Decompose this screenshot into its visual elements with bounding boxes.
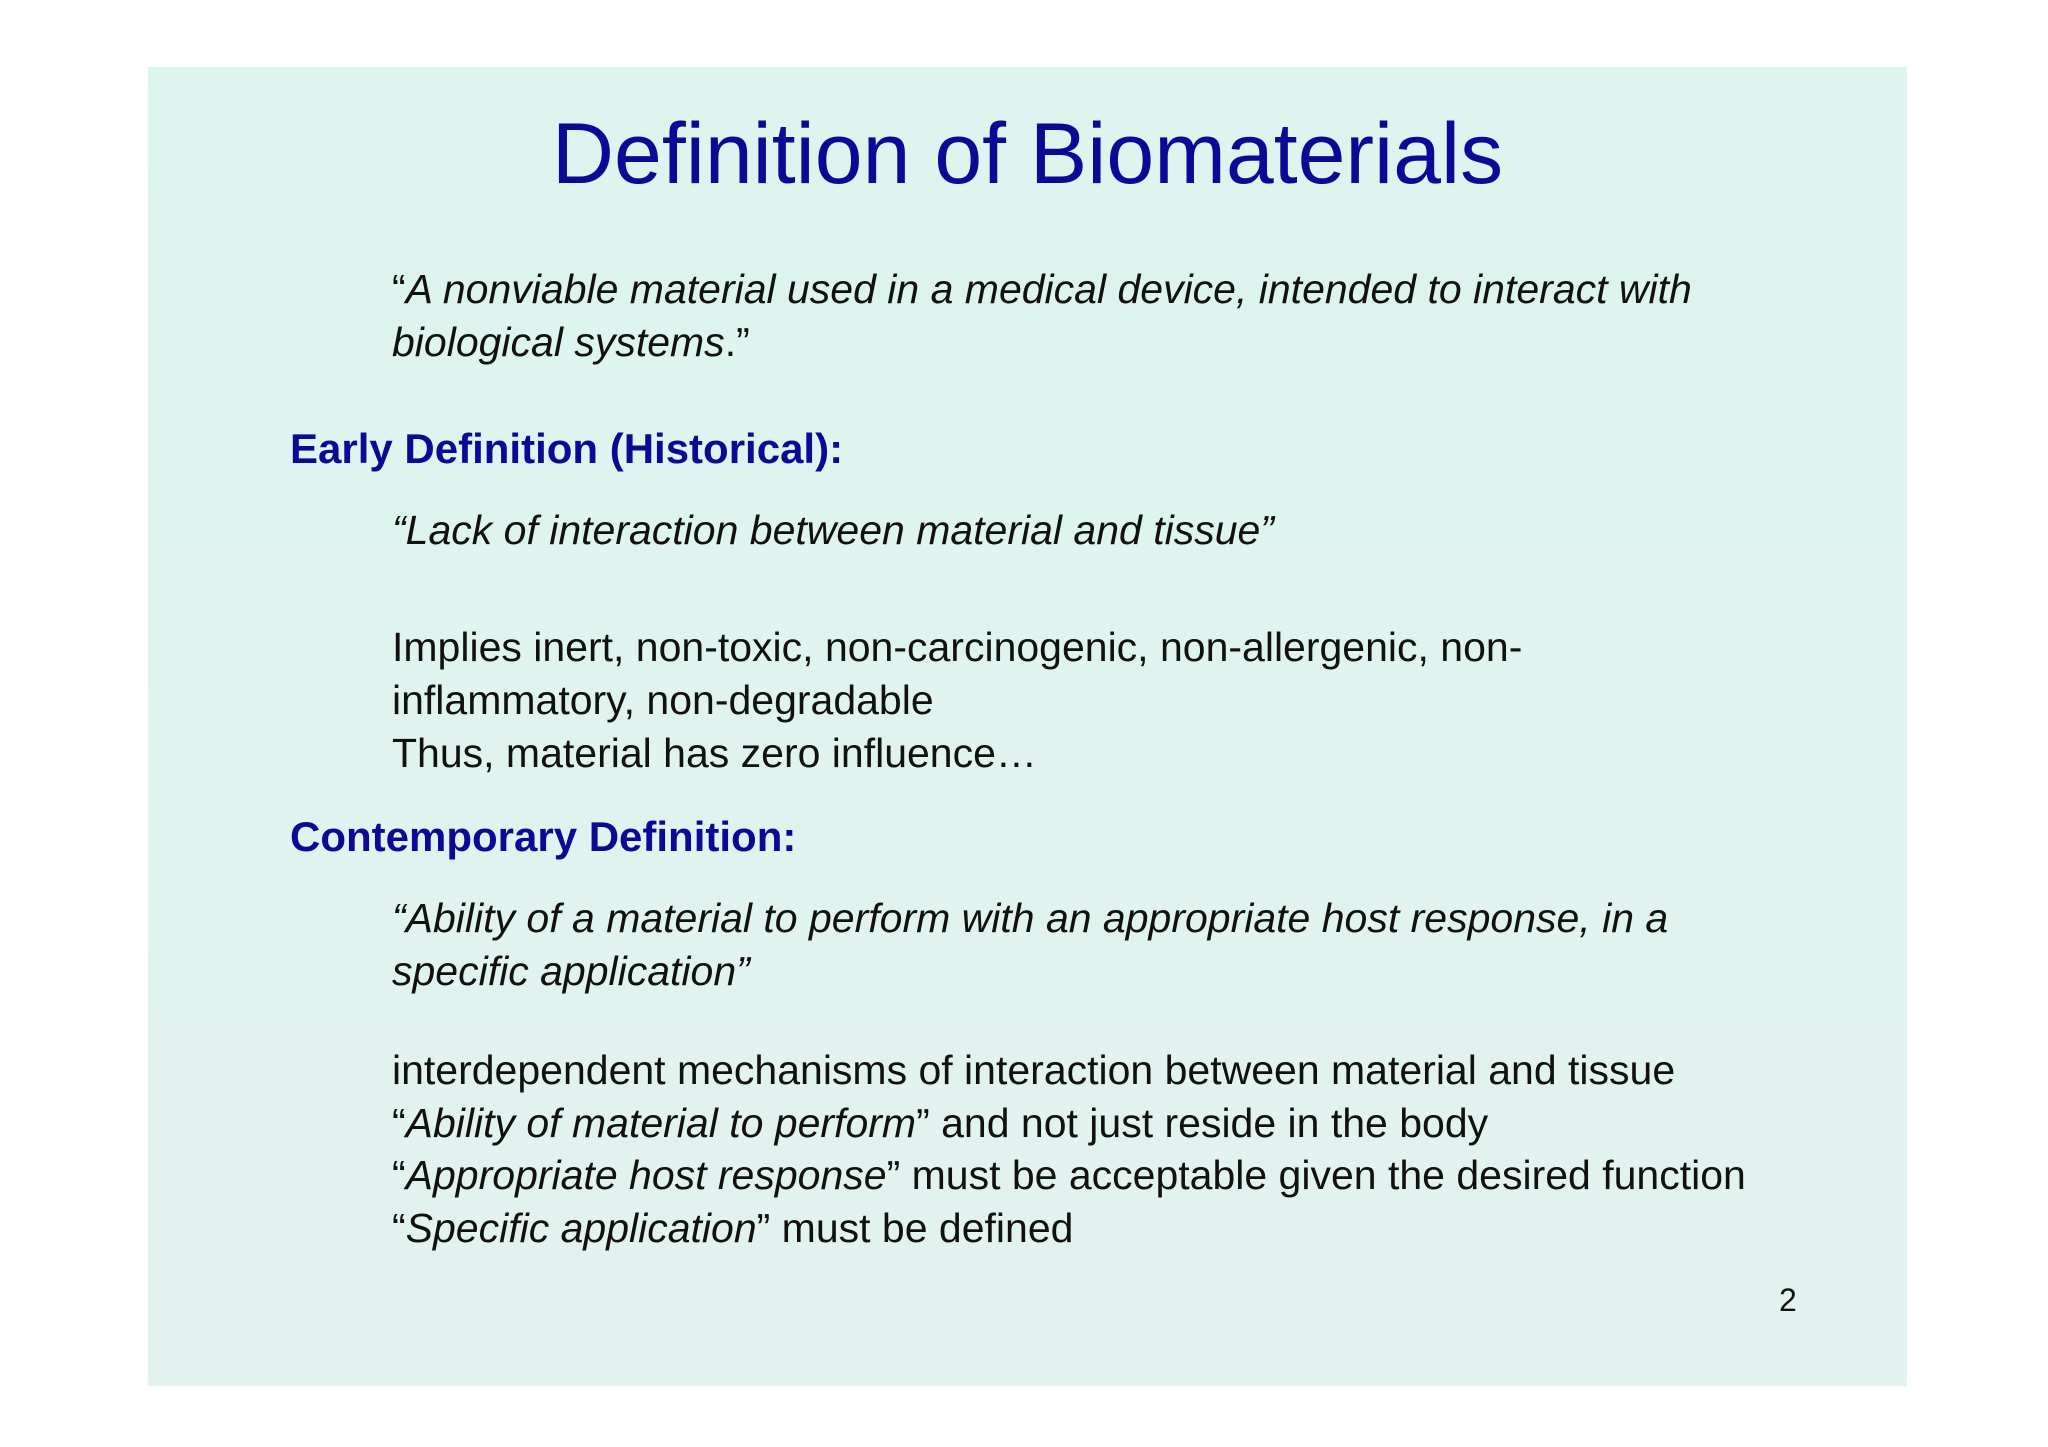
contemporary-quote-line2: specific application”	[392, 948, 750, 994]
early-definition-quote: “Lack of interaction between material and tissue”	[392, 507, 1274, 553]
point-host-response: “Appropriate host response” must be acceptable given the desired function	[392, 1152, 1746, 1198]
point-specific-application: “Specific application” must be defined	[392, 1205, 1074, 1251]
intro-quote-line1: “A nonviable material used in a medical device, intended to interact with	[392, 266, 1692, 312]
slide-title: Definition of Biomaterials	[551, 106, 1504, 202]
contemporary-quote-line1: “Ability of a material to perform with an appropriate host response, in a	[392, 895, 1669, 941]
contemporary-definition-heading: Contemporary Definition:	[290, 813, 797, 860]
early-definition-heading: Early Definition (Historical):	[290, 425, 844, 472]
early-thus-line: Thus, material has zero influence…	[392, 730, 1037, 776]
point-ability: “Ability of material to perform” and not just reside in the body	[392, 1100, 1489, 1146]
early-implies-line1: Implies inert, non-toxic, non-carcinogenic, non-allergenic, non-	[392, 624, 1523, 670]
page-number: 2	[1779, 1282, 1797, 1318]
slide	[148, 67, 1907, 1386]
mechanisms-line: interdependent mechanisms of interaction between material and tissue	[392, 1047, 1676, 1093]
early-implies-line2: inflammatory, non-degradable	[392, 677, 934, 723]
intro-quote-line2: biological systems.”	[392, 319, 750, 365]
